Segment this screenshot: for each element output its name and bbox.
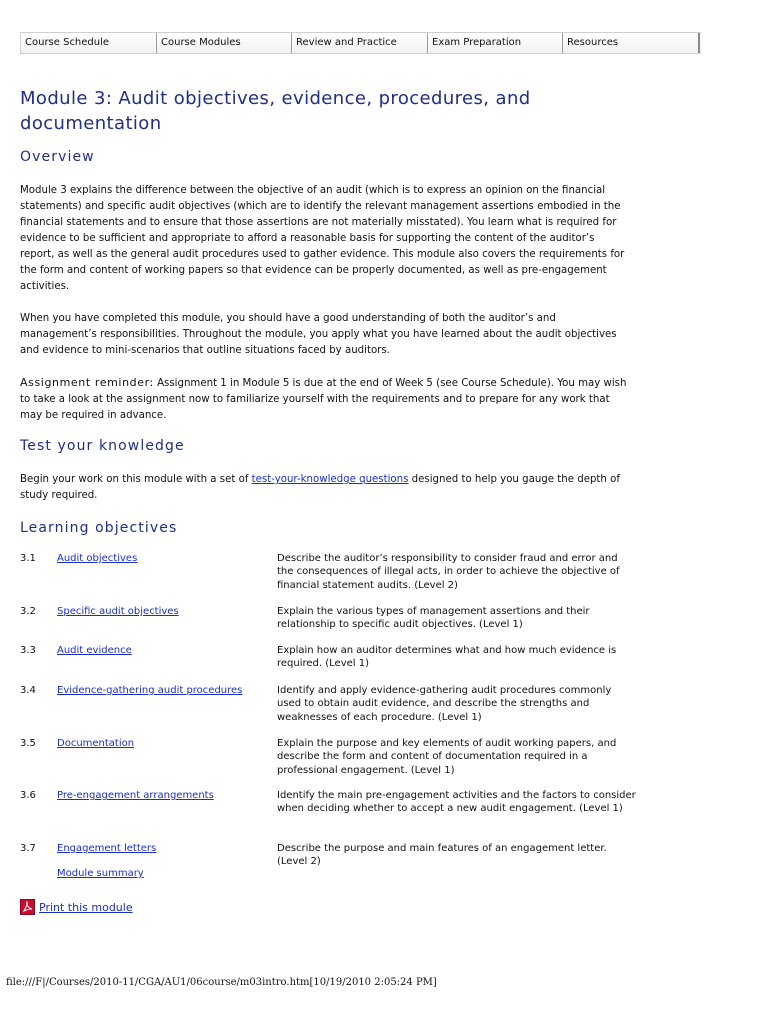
page-title: Module 3: Audit objectives, evidence, procedures, and documentation: [20, 88, 531, 134]
objective-link[interactable]: Audit evidence: [57, 645, 132, 656]
objective-link[interactable]: Audit objectives: [57, 553, 138, 564]
test-knowledge-paragraph: [20, 472, 632, 504]
objective-number: 3.4: [20, 685, 36, 696]
objective-number: 3.1: [20, 553, 36, 564]
objective-number: 3.7: [20, 843, 36, 854]
test-knowledge-outro: designed to help you gauge the depth of study required.: [20, 474, 620, 501]
nav-exam-preparation[interactable]: Exam Preparation: [428, 33, 563, 53]
page-footer-path: file:///F|/Courses/2010-11/CGA/AU1/06course/m03intro.htm[10/19/2010 2:05:24 PM]: [6, 977, 437, 988]
nav-resources[interactable]: Resources: [563, 33, 700, 53]
learning-objectives-heading: Learning objectives: [20, 520, 178, 536]
module-summary-link[interactable]: Module summary: [57, 868, 144, 879]
course-nav-bar: [20, 32, 701, 54]
test-knowledge-intro: Begin your work on this module with a set of: [20, 474, 252, 485]
objective-description: Describe the auditor’s responsibility to consider fraud and error and the consequences of illegal acts, in order to achieve the objective of financial statement audits. (Level 2): [277, 553, 620, 591]
nav-course-schedule[interactable]: Course Schedule: [21, 33, 157, 53]
objective-description: Identify the main pre-engagement activities and the factors to consider when deciding whether to accept a new audit engagement. (Level 1): [277, 790, 636, 815]
test-knowledge-link[interactable]: test-your-knowledge questions: [251, 474, 409, 485]
overview-paragraph-2: When you have completed this module, you should have a good understanding of both the auditor’s and management’s responsibilities. Throughout the module, you apply what you have learned about the audit objectives and evidence to mini-scenarios that outline situations faced by auditors.: [20, 313, 617, 356]
overview-heading: Overview: [20, 149, 95, 165]
overview-paragraph-1: Module 3 explains the difference between the objective of an audit (which is to express an opinion on the financial statements) and specific audit objectives (which are to identify the relevant management assertions embodied in the financial statements and to ensure that those assertions are not materially misstated). You learn what is required for evidence to be sufficient and appropriate to afford a reasonable basis for supporting the content of the auditor’s report, as well as the general audit procedures used to gather evidence. This module also covers the requirements for the form and content of working papers so that evidence can be properly documented, as well as pre-engagement activities.: [20, 185, 625, 292]
objective-description: Identify and apply evidence-gathering audit procedures commonly used to obtain audit evidence, and describe the strengths and weaknesses of each procedure. (Level 1): [277, 685, 612, 723]
pdf-icon[interactable]: [20, 899, 35, 915]
objective-link[interactable]: Engagement letters: [57, 843, 157, 854]
assignment-reminder-text: Assignment 1 in Module 5 is due at the end of Week 5 (see Course Schedule). You may wish to take a look at the assignment now to familiarize yourself with the requirements and to prepare for any work that may be required in advance.: [20, 378, 627, 421]
objective-number: 3.3: [20, 645, 36, 656]
objective-link[interactable]: Evidence-gathering audit procedures: [57, 685, 243, 696]
objective-description: Explain how an auditor determines what and how much evidence is required. (Level 1): [277, 645, 617, 670]
print-module-row[interactable]: [20, 898, 133, 916]
assignment-reminder-label: Assignment reminder:: [20, 376, 154, 389]
objective-link[interactable]: Documentation: [57, 738, 135, 749]
objective-number: 3.6: [20, 790, 36, 801]
test-knowledge-heading: Test your knowledge: [20, 438, 185, 454]
objective-description: Explain the purpose and key elements of audit working papers, and describe the form and content of documentation required in a professional engagement. (Level 1): [277, 738, 617, 776]
objective-number: 3.2: [20, 606, 36, 617]
assignment-reminder: [20, 375, 632, 424]
objective-description: Describe the purpose and main features of an engagement letter. (Level 2): [277, 843, 607, 868]
print-module-link[interactable]: Print this module: [39, 900, 133, 914]
objective-number: 3.5: [20, 738, 36, 749]
nav-review-and-practice[interactable]: Review and Practice: [292, 33, 428, 53]
objective-description: Explain the various types of management assertions and their relationship to specific audit objectives. (Level 1): [277, 606, 590, 631]
nav-course-modules[interactable]: Course Modules: [157, 33, 292, 53]
objective-link[interactable]: Pre-engagement arrangements: [57, 790, 214, 801]
objective-link[interactable]: Specific audit objectives: [57, 606, 179, 617]
